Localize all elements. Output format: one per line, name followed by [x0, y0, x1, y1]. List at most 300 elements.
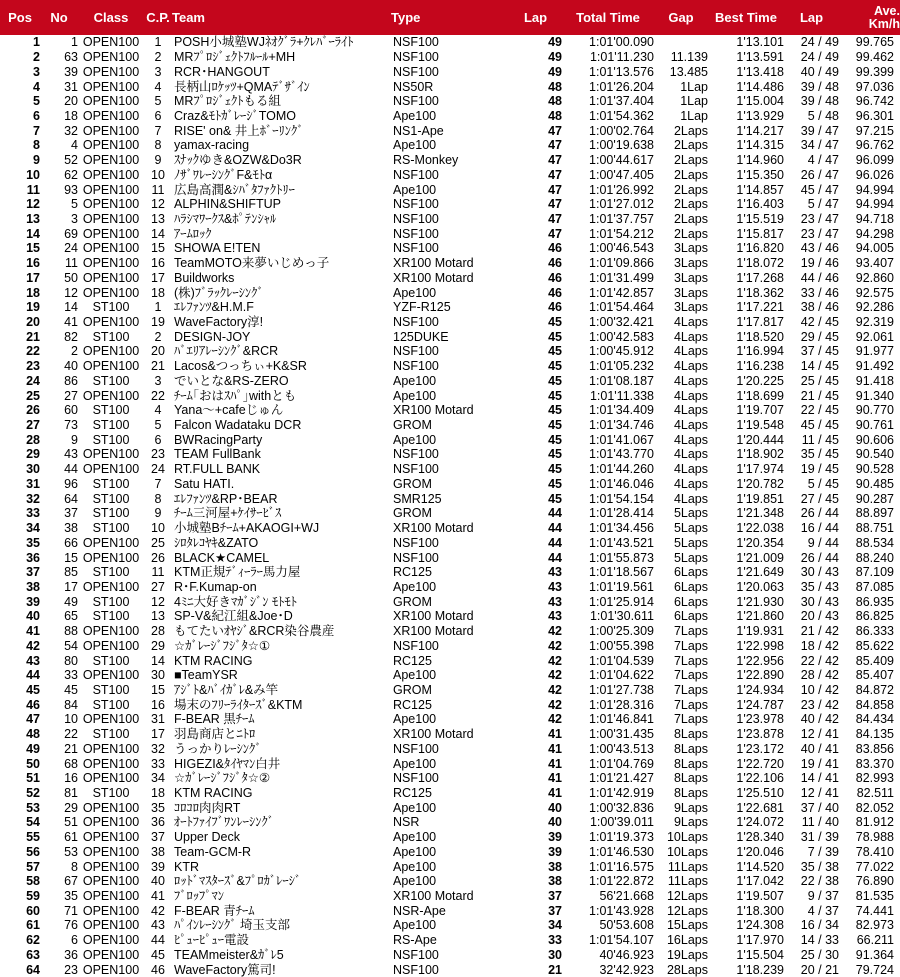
table-row — [0, 388, 900, 403]
cell-type: Ape100 — [393, 432, 437, 447]
cell-total-time: 1:01'19.373 — [589, 830, 654, 845]
cell-team: KTM RACING — [174, 786, 253, 801]
cell-best-time: 1'20.782 — [736, 476, 784, 491]
cell-laps: 45 — [548, 344, 562, 359]
cell-no: 71 — [64, 903, 78, 918]
cell-ave-speed: 90.540 — [855, 447, 894, 462]
cell-type: XR100 Motard — [393, 727, 474, 742]
cell-no: 10 — [64, 712, 78, 727]
cell-best-time: 1'20.063 — [736, 579, 784, 594]
table-row — [0, 109, 900, 124]
cell-type: Ape100 — [393, 388, 437, 403]
cell-ave-speed: 90.528 — [855, 462, 894, 477]
cell-team: ｺﾛｺﾛ肉肉RT — [174, 800, 241, 815]
cell-cp: 32 — [151, 741, 165, 756]
table-row — [0, 167, 900, 182]
cell-best-time: 1'22.956 — [736, 653, 784, 668]
cell-class: ST100 — [92, 521, 130, 536]
cell-best-time: 1'15.350 — [736, 167, 784, 182]
cell-pos: 43 — [26, 653, 40, 668]
cell-class: OPEN100 — [82, 579, 140, 594]
cell-ave-speed: 85.407 — [855, 668, 894, 683]
cell-total-time: 1:01'43.770 — [589, 447, 654, 462]
cell-laps: 37 — [548, 889, 562, 904]
cell-pos: 42 — [26, 638, 40, 653]
cell-cp: 4 — [154, 403, 162, 418]
cell-best-lap: 25 / 45 — [800, 373, 839, 388]
cell-type: Ape100 — [393, 285, 437, 300]
cell-total-time: 1:01'42.919 — [589, 786, 654, 801]
cell-ave-speed: 83.856 — [855, 741, 894, 756]
cell-best-lap: 24 / 49 — [800, 35, 839, 50]
cell-type: RC125 — [393, 786, 432, 801]
cell-laps: 40 — [548, 815, 562, 830]
cell-gap: 3Laps — [673, 241, 708, 256]
cell-gap: 11Laps — [667, 874, 708, 889]
cell-total-time: 1:00'39.011 — [589, 815, 654, 830]
cell-best-lap: 9 / 37 — [807, 889, 839, 904]
cell-team: F-BEAR 青ﾁｰﾑ — [174, 903, 255, 918]
table-row — [0, 271, 900, 286]
cell-gap: 6Laps — [673, 579, 708, 594]
cell-best-time: 1'25.510 — [736, 786, 784, 801]
table-row — [0, 432, 900, 447]
table-row — [0, 329, 900, 344]
cell-type: XR100 Motard — [393, 403, 474, 418]
table-row — [0, 712, 900, 727]
cell-type: XR100 Motard — [393, 270, 474, 285]
cell-total-time: 1:01'11.338 — [589, 388, 654, 403]
cell-class: OPEN100 — [82, 241, 140, 256]
cell-best-lap: 30 / 43 — [800, 565, 839, 580]
cell-ave-speed: 96.742 — [855, 94, 894, 109]
cell-team: ｵｰﾄﾌｧｲﾌﾞﾜﾝﾚｰｼﾝｸﾞ — [174, 815, 275, 830]
cell-class: ST100 — [92, 594, 130, 609]
cell-cp: 5 — [154, 94, 162, 109]
cell-gap: 10Laps — [666, 830, 708, 845]
cell-team: ﾋﾟｭｰﾋﾟｭｰ電設 — [174, 933, 250, 948]
cell-no: 40 — [64, 359, 78, 374]
cell-laps: 41 — [548, 741, 562, 756]
cell-total-time: 1:01'25.914 — [589, 594, 654, 609]
table-row — [0, 609, 900, 624]
cell-laps: 45 — [548, 329, 562, 344]
cell-class: OPEN100 — [82, 359, 140, 374]
cell-cp: 27 — [151, 579, 165, 594]
cell-best-time: 1'16.238 — [736, 359, 784, 374]
cell-team: RISE' on& 井上ﾎﾞｰﾘﾝｸﾞ — [174, 123, 304, 138]
cell-cp: 41 — [151, 889, 165, 904]
cell-best-time: 1'14.857 — [736, 182, 784, 197]
cell-no: 86 — [64, 373, 78, 388]
cell-gap: 6Laps — [673, 565, 708, 580]
cell-laps: 37 — [548, 903, 562, 918]
cell-best-time: 1'18.699 — [736, 388, 784, 403]
cell-no: 60 — [64, 403, 78, 418]
cell-total-time: 1:01'27.738 — [589, 682, 654, 697]
cell-no: 41 — [64, 315, 78, 330]
cell-class: OPEN100 — [82, 668, 140, 683]
cell-best-lap: 35 / 45 — [800, 447, 839, 462]
cell-pos: 30 — [26, 462, 40, 477]
cell-best-lap: 39 / 48 — [800, 79, 839, 94]
cell-total-time: 1:00'32.836 — [589, 800, 654, 815]
cell-total-time: 40'46.923 — [599, 947, 654, 962]
cell-no: 17 — [64, 579, 78, 594]
cell-ave-speed: 94.718 — [855, 211, 894, 226]
cell-best-lap: 44 / 46 — [800, 270, 839, 285]
cell-class: OPEN100 — [82, 903, 140, 918]
cell-ave-speed: 81.912 — [855, 815, 894, 830]
cell-type: NSF100 — [393, 50, 439, 65]
cell-team: ﾊﾞｴﾘｱﾚｰｼﾝｸﾞ&RCR — [174, 344, 279, 359]
cell-team: KTM正規ﾃﾞｨｰﾗｰ馬力屋 — [174, 565, 301, 580]
cell-laps: 46 — [548, 256, 562, 271]
cell-ave-speed: 92.860 — [855, 270, 894, 285]
cell-total-time: 1:01'41.067 — [589, 432, 654, 447]
cell-best-time: 1'24.934 — [736, 682, 784, 697]
cell-cp: 6 — [154, 108, 162, 123]
cell-type: Ape100 — [393, 668, 437, 683]
cell-type: Ape100 — [393, 138, 437, 153]
cell-pos: 64 — [26, 962, 40, 977]
cell-gap: 7Laps — [673, 638, 708, 653]
cell-best-lap: 18 / 42 — [800, 638, 839, 653]
cell-pos: 15 — [26, 241, 40, 256]
table-row — [0, 815, 900, 830]
cell-type: RC125 — [393, 697, 432, 712]
table-row — [0, 727, 900, 742]
cell-ave-speed: 91.364 — [855, 947, 894, 962]
cell-best-lap: 20 / 21 — [800, 962, 839, 977]
cell-best-time: 1'16.994 — [736, 344, 784, 359]
cell-laps: 47 — [548, 123, 562, 138]
table-row — [0, 903, 900, 918]
cell-laps: 45 — [548, 359, 562, 374]
cell-class: ST100 — [92, 682, 130, 697]
cell-laps: 47 — [548, 197, 562, 212]
cell-best-time: 1'20.225 — [736, 373, 784, 388]
cell-gap: 10Laps — [666, 844, 708, 859]
cell-type: YZF-R125 — [393, 300, 451, 315]
cell-total-time: 32'42.923 — [599, 962, 654, 977]
cell-no: 96 — [64, 476, 78, 491]
cell-no: 37 — [64, 506, 78, 521]
table-row — [0, 594, 900, 609]
cell-pos: 63 — [26, 947, 40, 962]
cell-no: 44 — [64, 462, 78, 477]
cell-class: OPEN100 — [82, 859, 140, 874]
cell-total-time: 1:01'22.872 — [589, 874, 654, 889]
cell-laps: 42 — [548, 638, 562, 653]
cell-pos: 27 — [26, 418, 40, 433]
cell-team: KTM RACING — [174, 653, 253, 668]
cell-best-time: 1'17.268 — [736, 270, 784, 285]
cell-pos: 34 — [26, 521, 40, 536]
cell-best-time: 1'15.519 — [736, 211, 784, 226]
cell-gap: 4Laps — [673, 447, 708, 462]
cell-best-time: 1'14.217 — [736, 123, 784, 138]
cell-total-time: 1:01'37.757 — [589, 211, 654, 226]
cell-laps: 47 — [548, 211, 562, 226]
cell-cp: 5 — [154, 418, 162, 433]
cell-best-time: 1'24.072 — [736, 815, 784, 830]
cell-no: 63 — [64, 50, 78, 65]
cell-gap: 7Laps — [673, 682, 708, 697]
cell-gap: 2Laps — [673, 226, 708, 241]
cell-class: ST100 — [92, 418, 130, 433]
cell-team: F-BEAR 黒ﾁｰﾑ — [174, 712, 255, 727]
cell-cp: 43 — [151, 918, 165, 933]
cell-ave-speed: 78.988 — [855, 830, 894, 845]
table-row — [0, 35, 900, 50]
cell-gap: 7Laps — [673, 697, 708, 712]
cell-cp: 26 — [151, 550, 165, 565]
cell-best-lap: 40 / 42 — [800, 712, 839, 727]
cell-best-lap: 19 / 46 — [800, 256, 839, 271]
cell-type: 125DUKE — [393, 329, 449, 344]
cell-best-lap: 35 / 38 — [800, 859, 839, 874]
cell-team: ﾌﾞﾛｯﾌﾟﾏﾝ — [174, 889, 225, 904]
table-row — [0, 315, 900, 330]
cell-no: 29 — [64, 800, 78, 815]
cell-best-lap: 35 / 43 — [800, 579, 839, 594]
cell-best-lap: 45 / 45 — [800, 418, 839, 433]
cell-cp: 3 — [154, 64, 162, 79]
cell-total-time: 56'21.668 — [599, 889, 654, 904]
cell-best-time: 1'18.520 — [736, 329, 784, 344]
cell-best-time: 1'13.101 — [736, 35, 784, 50]
cell-best-time: 1'14.486 — [736, 79, 784, 94]
table-row — [0, 845, 900, 860]
cell-type: Ape100 — [393, 579, 437, 594]
cell-best-lap: 30 / 43 — [800, 594, 839, 609]
cell-total-time: 1:00'31.435 — [589, 727, 654, 742]
cell-gap: 8Laps — [673, 771, 708, 786]
cell-class: OPEN100 — [82, 35, 140, 50]
cell-laps: 45 — [548, 476, 562, 491]
cell-class: OPEN100 — [82, 167, 140, 182]
table-row — [0, 462, 900, 477]
cell-team: ｽﾅｯｸゆき&OZW&Do3R — [174, 153, 302, 168]
cell-laps: 45 — [548, 462, 562, 477]
header-type: Type — [391, 0, 509, 35]
cell-type: Ape100 — [393, 918, 437, 933]
header-ave-speed — [839, 0, 900, 35]
cell-best-lap: 14 / 33 — [800, 933, 839, 948]
cell-best-time: 1'18.300 — [736, 903, 784, 918]
cell-pos: 25 — [26, 388, 40, 403]
cell-no: 2 — [71, 344, 78, 359]
cell-no: 69 — [64, 226, 78, 241]
table-row — [0, 344, 900, 359]
cell-gap: 4Laps — [673, 329, 708, 344]
cell-ave-speed: 81.535 — [855, 889, 894, 904]
cell-team: (株)ﾌﾞﾗｯｸﾚｰｼﾝｸﾞ — [174, 285, 264, 300]
cell-class: OPEN100 — [82, 270, 140, 285]
table-row — [0, 300, 900, 315]
cell-pos: 29 — [26, 447, 40, 462]
cell-cp: 33 — [151, 756, 165, 771]
cell-no: 11 — [65, 256, 78, 271]
cell-type: Ape100 — [393, 859, 437, 874]
cell-team: ﾛｯﾄﾞﾏｽﾀｰｽﾞ&ﾌﾟﾛｶﾞﾚｰｼﾞ — [174, 874, 302, 889]
cell-pos: 8 — [33, 138, 40, 153]
table-row — [0, 79, 900, 94]
cell-no: 5 — [71, 197, 78, 212]
cell-laps: 48 — [548, 108, 562, 123]
cell-class: ST100 — [92, 373, 130, 388]
cell-ave-speed: 94.994 — [855, 182, 894, 197]
table-row — [0, 580, 900, 595]
cell-best-lap: 10 / 42 — [800, 682, 839, 697]
cell-best-lap: 34 / 47 — [800, 138, 839, 153]
cell-pos: 14 — [26, 226, 40, 241]
cell-best-time: 1'15.504 — [736, 947, 784, 962]
cell-ave-speed: 83.370 — [855, 756, 894, 771]
cell-total-time: 1:01'27.012 — [589, 197, 654, 212]
cell-ave-speed: 91.492 — [855, 359, 894, 374]
cell-team: Buildworks — [174, 270, 235, 285]
cell-cp: 30 — [151, 668, 165, 683]
cell-class: OPEN100 — [82, 889, 140, 904]
cell-ave-speed: 85.622 — [855, 638, 894, 653]
cell-type: NSF100 — [393, 94, 439, 109]
cell-total-time: 1:00'46.543 — [589, 241, 654, 256]
cell-type: NSF100 — [393, 947, 439, 962]
cell-ave-speed: 78.410 — [855, 844, 894, 859]
cell-team: ﾊﾗｼﾏﾜｰｸｽ&ﾎﾟﾃﾝｼｬﾙ — [174, 211, 277, 226]
cell-laps: 34 — [548, 918, 562, 933]
cell-no: 27 — [64, 388, 78, 403]
cell-laps: 44 — [548, 506, 562, 521]
cell-gap: 11Laps — [667, 859, 708, 874]
cell-pos: 47 — [26, 712, 40, 727]
cell-total-time: 1:01'09.866 — [589, 256, 654, 271]
cell-total-time: 1:01'16.575 — [589, 859, 654, 874]
cell-type: Ape100 — [393, 830, 437, 845]
cell-team: もてたいｵﾔｼﾞ&RCR染谷農産 — [174, 624, 335, 639]
cell-type: XR100 Motard — [393, 521, 474, 536]
cell-best-time: 1'22.681 — [736, 800, 784, 815]
cell-no: 65 — [64, 609, 78, 624]
cell-cp: 16 — [151, 697, 165, 712]
cell-best-lap: 23 / 47 — [800, 226, 839, 241]
cell-class: OPEN100 — [82, 197, 140, 212]
cell-ave-speed: 79.724 — [855, 962, 894, 977]
cell-class: OPEN100 — [82, 638, 140, 653]
cell-pos: 58 — [26, 874, 40, 889]
table-row — [0, 624, 900, 639]
cell-no: 4 — [71, 138, 78, 153]
cell-team: ☆ｶﾞﾚｰｼﾞﾌｼﾞﾀ☆① — [174, 638, 271, 653]
cell-type: Ape100 — [393, 182, 437, 197]
cell-laps: 40 — [548, 800, 562, 815]
cell-class: OPEN100 — [82, 50, 140, 65]
cell-laps: 46 — [548, 300, 562, 315]
cell-type: NSF100 — [393, 197, 439, 212]
cell-cp: 10 — [151, 167, 165, 182]
table-row — [0, 212, 900, 227]
cell-no: 54 — [64, 638, 78, 653]
table-row — [0, 874, 900, 889]
cell-best-lap: 40 / 49 — [800, 64, 839, 79]
cell-cp: 16 — [151, 256, 165, 271]
cell-pos: 60 — [26, 903, 40, 918]
cell-pos: 1 — [33, 35, 40, 50]
cell-best-time: 1'15.817 — [736, 226, 784, 241]
cell-best-time: 1'19.707 — [736, 403, 784, 418]
cell-type: Ape100 — [393, 844, 437, 859]
table-row — [0, 756, 900, 771]
cell-gap: 4Laps — [673, 344, 708, 359]
cell-best-lap: 22 / 45 — [800, 403, 839, 418]
cell-team: HIGEZI&ﾀｲﾔﾏﾝ白井 — [174, 756, 281, 771]
cell-cp: 44 — [151, 933, 165, 948]
cell-total-time: 1:01'30.611 — [589, 609, 654, 624]
cell-laps: 21 — [548, 962, 562, 977]
cell-class: OPEN100 — [82, 962, 140, 977]
cell-gap: 19Laps — [666, 947, 708, 962]
cell-class: OPEN100 — [82, 462, 140, 477]
cell-class: OPEN100 — [82, 844, 140, 859]
cell-cp: 12 — [151, 594, 165, 609]
cell-total-time: 1:01'46.530 — [589, 844, 654, 859]
cell-best-lap: 4 / 47 — [807, 153, 839, 168]
cell-pos: 54 — [26, 815, 40, 830]
cell-type: RS-Monkey — [393, 153, 459, 168]
cell-best-lap: 27 / 45 — [800, 491, 839, 506]
table-row — [0, 638, 900, 653]
cell-pos: 36 — [26, 550, 40, 565]
cell-best-lap: 5 / 48 — [807, 108, 839, 123]
cell-gap: 4Laps — [673, 491, 708, 506]
cell-laps: 30 — [548, 947, 562, 962]
cell-gap: 9Laps — [673, 800, 708, 815]
cell-best-time: 1'19.851 — [736, 491, 784, 506]
cell-no: 84 — [64, 697, 78, 712]
cell-best-time: 1'13.929 — [736, 108, 784, 123]
cell-laps: 47 — [548, 226, 562, 241]
table-row — [0, 94, 900, 109]
cell-no: 39 — [64, 64, 78, 79]
cell-laps: 33 — [548, 933, 562, 948]
cell-cp: 40 — [151, 874, 165, 889]
cell-type: RC125 — [393, 653, 432, 668]
cell-gap — [654, 35, 708, 50]
cell-ave-speed: 94.994 — [855, 197, 894, 212]
cell-no: 16 — [64, 771, 78, 786]
cell-best-lap: 4 / 37 — [807, 903, 839, 918]
cell-best-lap: 33 / 46 — [800, 285, 839, 300]
cell-total-time: 1:00'42.583 — [589, 329, 654, 344]
cell-no: 9 — [71, 432, 78, 447]
cell-best-lap: 26 / 44 — [800, 550, 839, 565]
cell-cp: 23 — [151, 447, 165, 462]
cell-no: 20 — [64, 94, 78, 109]
cell-class: ST100 — [92, 697, 130, 712]
cell-best-lap: 19 / 41 — [800, 756, 839, 771]
cell-laps: 46 — [548, 285, 562, 300]
cell-best-time: 1'19.548 — [736, 418, 784, 433]
cell-team: WaveFactory淳! — [174, 315, 264, 330]
cell-team: ■TeamYSR — [174, 668, 238, 683]
cell-gap: 8Laps — [673, 756, 708, 771]
cell-ave-speed: 88.534 — [855, 535, 894, 550]
cell-team: ｱｼﾞﾄ&ﾊﾞｲｶﾞﾚ&み竿 — [174, 682, 279, 697]
cell-class: OPEN100 — [82, 712, 140, 727]
cell-pos: 55 — [26, 830, 40, 845]
